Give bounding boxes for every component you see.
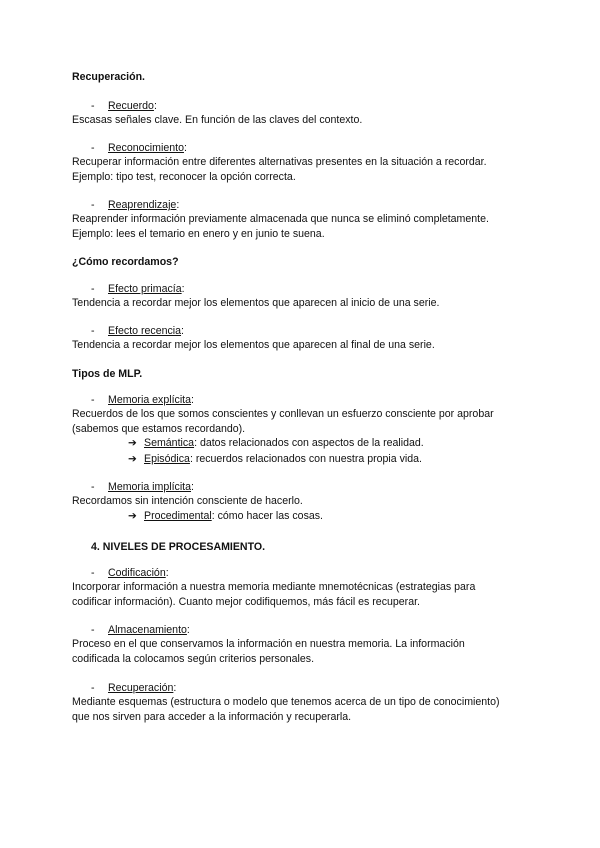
text-recuperacion: [72, 695, 532, 724]
bullet-dash: -: [91, 100, 95, 112]
text-line: Reaprender información previamente almacenada que nunca se eliminó completamente.: [72, 213, 489, 225]
text-line: Ejemplo: tipo test, reconocer la opción correcta.: [72, 170, 296, 183]
colon: :: [176, 199, 180, 211]
text-memoria-implicita: [72, 494, 532, 509]
colon: :: [191, 394, 194, 406]
item-almacenamiento: [91, 623, 190, 638]
term-almacenamiento: Almacenamiento: [108, 624, 187, 636]
text-recuerdo: [72, 113, 532, 128]
colon: :: [153, 100, 157, 112]
text-line: Escasas señales clave. En función de las claves del contexto.: [72, 114, 363, 126]
bullet-dash: -: [91, 142, 95, 154]
text-line: codificar información). Cuanto mejor codifiquemos, más fácil es recuperar.: [72, 595, 420, 608]
term-efecto-recencia: Efecto recencia: [108, 325, 182, 337]
item-recuerdo: [91, 99, 157, 114]
term-memoria-explicita: Memoria explícita: [108, 394, 192, 406]
text-line: Ejemplo: lees el temario en enero y en junio te suena.: [72, 227, 325, 240]
sub-item-procedimental: [128, 509, 323, 524]
bullet-dash: -: [91, 624, 95, 636]
heading-tipos-mlp: Tipos de MLP.: [72, 368, 143, 380]
heading-como-recordamos: ¿Cómo recordamos?: [72, 256, 179, 268]
item-memoria-explicita: [91, 393, 194, 408]
arrow-icon: ➔: [128, 437, 137, 449]
text-memoria-explicita: [72, 407, 532, 436]
text-line: Recuperar información entre diferentes alternativas presentes en la situación a recordar.: [72, 156, 487, 168]
text-line: Tendencia a recordar mejor los elementos que aparecen al final de una serie.: [72, 339, 435, 351]
text-line: Mediante esquemas (estructura o modelo que tenemos acerca de un tipo de conocimiento): [72, 696, 500, 708]
sub-text: : recuerdos relacionados con nuestra propia vida.: [189, 453, 422, 465]
term-semantica: Semántica: [144, 437, 195, 449]
item-efecto-recencia: [91, 324, 184, 339]
colon: :: [191, 481, 194, 493]
term-memoria-implicita: Memoria implícita: [108, 481, 192, 493]
colon: :: [181, 325, 184, 337]
heading-niveles-procesamiento: 4. NIVELES DE PROCESAMIENTO.: [91, 541, 266, 553]
text-line: Recuerdos de los que somos conscientes y conllevan un esfuerzo consciente por aprobar: [72, 408, 494, 420]
colon: :: [165, 567, 169, 579]
bullet-dash: -: [91, 481, 95, 493]
term-recuerdo: Recuerdo: [108, 100, 154, 112]
term-codificacion: Codificación: [108, 567, 166, 579]
text-line: Incorporar información a nuestra memoria mediante mnemotécnicas (estrategias para: [72, 581, 476, 593]
sub-text: : datos relacionados con aspectos de la realidad.: [194, 437, 424, 449]
term-episodica: Episódica: [144, 453, 190, 465]
text-line: Tendencia a recordar mejor los elementos que aparecen al inicio de una serie.: [72, 297, 440, 309]
text-line: Proceso en el que conservamos la información en nuestra memoria. La información: [72, 638, 465, 650]
colon: :: [183, 142, 187, 154]
colon: :: [186, 624, 190, 636]
bullet-dash: -: [91, 325, 95, 337]
text-reconocimiento: [72, 155, 532, 184]
item-codificacion: [91, 566, 169, 581]
arrow-icon: ➔: [128, 510, 137, 522]
term-efecto-primacia: Efecto primacía: [108, 283, 182, 295]
bullet-dash: -: [91, 199, 95, 211]
item-reaprendizaje: [91, 198, 179, 213]
item-memoria-implicita: [91, 480, 194, 495]
text-line: que nos sirven para acceder a la información y recuperarla.: [72, 710, 352, 723]
heading-recuperacion: Recuperación.: [72, 71, 146, 83]
text-efecto-primacia: [72, 296, 532, 311]
sub-item-semantica: [128, 436, 424, 451]
text-efecto-recencia: [72, 338, 532, 353]
item-reconocimiento: [91, 141, 187, 156]
item-recuperacion: [91, 681, 176, 696]
sub-item-episodica: [128, 452, 422, 467]
term-procedimental: Procedimental: [144, 510, 212, 522]
bullet-dash: -: [91, 682, 95, 694]
sub-text: : cómo hacer las cosas.: [211, 510, 323, 522]
text-almacenamiento: [72, 637, 532, 666]
term-recuperacion: Recuperación: [108, 682, 174, 694]
text-reaprendizaje: [72, 212, 532, 241]
bullet-dash: -: [91, 394, 95, 406]
colon: :: [181, 283, 185, 295]
bullet-dash: -: [91, 283, 95, 295]
text-line: codificada la colocamos según criterios personales.: [72, 652, 315, 665]
arrow-icon: ➔: [128, 453, 137, 465]
text-codificacion: [72, 580, 532, 609]
colon: :: [173, 682, 177, 694]
text-line: Recordamos sin intención consciente de hacerlo.: [72, 495, 303, 507]
term-reconocimiento: Reconocimiento: [108, 142, 184, 154]
item-efecto-primacia: [91, 282, 185, 297]
term-reaprendizaje: Reaprendizaje: [108, 199, 177, 211]
text-line: (sabemos que estamos recordando).: [72, 422, 246, 435]
bullet-dash: -: [91, 567, 95, 579]
